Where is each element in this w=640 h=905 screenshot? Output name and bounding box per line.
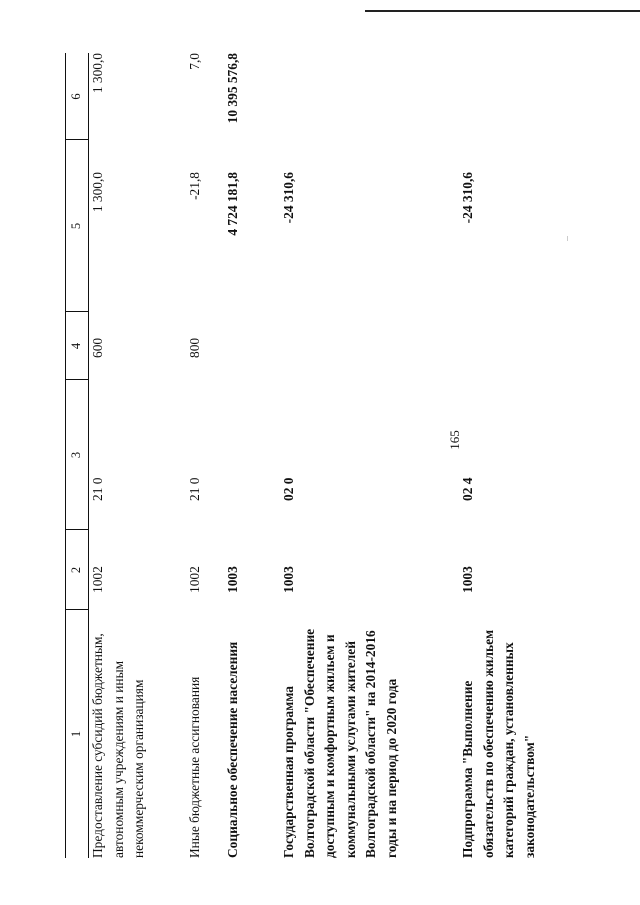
row-amount1: 4 724 181,8 — [225, 172, 240, 236]
row-amount1: -24 310,6 — [460, 172, 475, 224]
row-amount2: 7,0 — [187, 53, 202, 70]
row-section: 1002 — [187, 566, 202, 593]
column-header: 6 — [69, 93, 83, 100]
column-header: 2 — [69, 566, 83, 574]
row-target: 21 0 — [90, 477, 105, 501]
row-amount2: 1 300,0 — [90, 53, 105, 94]
row-section: 1003 — [225, 566, 240, 593]
page-number: 165 — [447, 430, 462, 450]
column-header: 1 — [69, 730, 83, 738]
row-amount1: -21,8 — [187, 172, 202, 200]
row-type: 600 — [90, 337, 105, 358]
row-name: Социальное обеспечение населения — [225, 641, 240, 858]
row-target: 21 0 — [187, 477, 202, 501]
row-amount1: 1 300,0 — [90, 172, 105, 213]
column-header: 5 — [69, 222, 83, 230]
row-amount1: -24 310,6 — [281, 172, 296, 224]
row-name: Предоставление субсидий бюджетным, автономным учреждениям и иным некоммерческим организациям — [90, 633, 146, 858]
row-name: Подпрограмма "Выполнение обязательств по обеспечению жильем категорий граждан, установленных законодательством" — [460, 629, 537, 858]
column-header: 4 — [69, 342, 83, 350]
row-target: 02 4 — [460, 477, 475, 501]
row-type: 800 — [187, 337, 202, 358]
row-section: 1002 — [90, 566, 105, 593]
top-rule — [365, 10, 640, 12]
row-section: 1003 — [460, 566, 475, 593]
row-name: Государственная программа Волгоградской области "Обеспечение доступным и комфортным жильем и коммунальными услугами жителей Волгоградской области" на 2014-2016 годы и на период до 2020 года — [281, 628, 399, 858]
row-target: 02 0 — [281, 477, 296, 501]
table-top-rule — [65, 53, 66, 858]
row-name: Иные бюджетные ассигнования — [187, 676, 202, 858]
row-section: 1003 — [281, 566, 296, 593]
row-amount2: 10 395 576,8 — [225, 53, 240, 124]
budget-table — [65, 53, 620, 858]
column-header: 3 — [69, 451, 83, 459]
